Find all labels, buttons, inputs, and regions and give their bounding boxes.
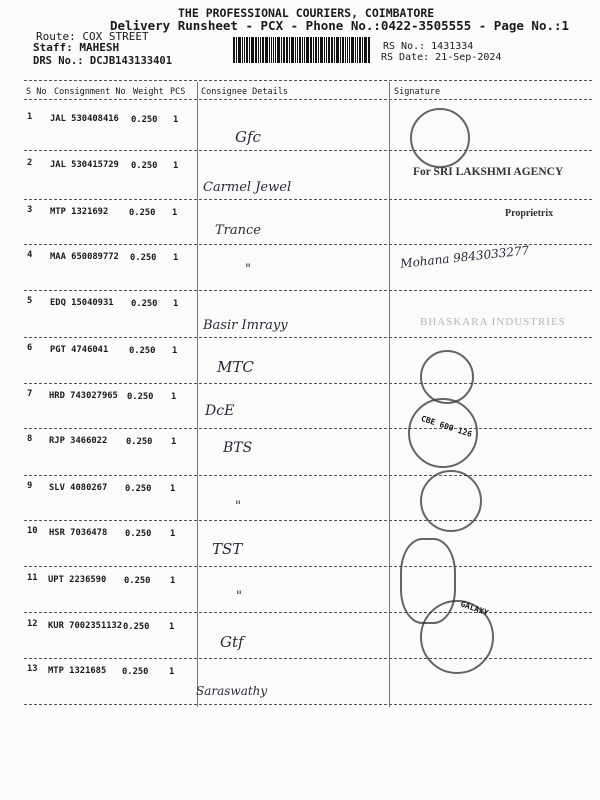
row-pcs: 1	[169, 667, 175, 677]
row-consignment-no: HRD 743027965	[49, 391, 118, 401]
row-consignee-handwriting: Gtf	[220, 633, 244, 651]
row-pcs: 1	[171, 437, 177, 447]
row-pcs: 1	[169, 622, 175, 632]
drs-number: DRS No.: DCJB143133401	[33, 55, 173, 67]
row-pcs: 1	[173, 161, 179, 171]
row-consignment-no: KUR 7002351132	[48, 621, 123, 631]
row-consignee-handwriting: Basir Imrayy	[203, 318, 288, 333]
row-separator	[24, 520, 592, 521]
row-sno: 10	[27, 526, 38, 536]
row-sno: 5	[27, 296, 33, 306]
cbe-stamp-text: CBE 600 126	[419, 414, 474, 439]
consignee-column-divider	[197, 82, 198, 707]
row4-handwritten-contact: Mohana 9843033277	[399, 243, 530, 271]
route-label: Route: COX STREET	[36, 30, 149, 43]
row-sno: 2	[27, 158, 33, 168]
row-weight: 0.250	[127, 392, 154, 402]
staff-label: Staff: MAHESH	[33, 41, 120, 54]
row-pcs: 1	[170, 484, 176, 494]
row-weight: 0.250	[124, 576, 151, 586]
row-consignee-handwriting: Saraswathy	[196, 684, 268, 698]
row-consignee-handwriting: TST	[212, 540, 243, 558]
row-separator	[24, 428, 592, 429]
row-consignment-no: MAA 650089772	[50, 252, 119, 262]
row-consignee-handwriting: DcE	[205, 403, 235, 419]
row-separator	[24, 612, 592, 613]
column-header-pcs: PCS	[170, 87, 186, 97]
column-header-sno: S No	[26, 87, 47, 97]
row-separator	[24, 704, 592, 705]
row9-seal-stamp	[420, 470, 482, 532]
row-consignment-no: MTP 1321692	[50, 207, 109, 217]
industries-stamp-text: BHASKARA INDUSTRIES	[420, 316, 566, 328]
row-separator	[24, 475, 592, 476]
runsheet-subtitle: Delivery Runsheet - PCX - Phone No.:0422-3505555 - Page No.:1	[110, 18, 570, 33]
header-bottom-rule	[24, 99, 592, 100]
barcode	[233, 37, 371, 63]
row-weight: 0.250	[125, 529, 152, 539]
column-header-signature: Signature	[394, 87, 441, 97]
row-consignee-handwriting: "	[236, 589, 242, 604]
company-title: THE PROFESSIONAL COURIERS, COIMBATORE	[178, 6, 435, 20]
column-header-weight: Weight	[133, 87, 164, 97]
row-consignee-handwriting: MTC	[217, 358, 254, 376]
row-consignee-handwriting: Carmel Jewel	[203, 180, 292, 195]
row-weight: 0.250	[122, 667, 149, 677]
row-consignment-no: MTP 1321685	[48, 666, 107, 676]
proprietrix-text: Proprietrix	[505, 208, 554, 219]
row-pcs: 1	[172, 346, 178, 356]
row-sno: 6	[27, 343, 33, 353]
row-pcs: 1	[173, 115, 179, 125]
row-consignment-no: JAL 530415729	[50, 160, 119, 170]
row-weight: 0.250	[131, 115, 158, 125]
row-pcs: 1	[172, 208, 178, 218]
row-sno: 4	[27, 250, 33, 260]
row-weight: 0.250	[125, 484, 152, 494]
row-pcs: 1	[170, 576, 176, 586]
row-weight: 0.250	[126, 437, 153, 447]
row-sno: 8	[27, 434, 33, 444]
row-consignee-handwriting: "	[245, 262, 251, 277]
row-weight: 0.250	[129, 346, 156, 356]
signature-column-divider	[389, 82, 390, 707]
row-consignment-no: PGT 4746041	[50, 345, 109, 355]
row-separator	[24, 290, 592, 291]
row-sno: 3	[27, 205, 33, 215]
row-consignment-no: HSR 7036478	[49, 528, 108, 538]
row-consignee-handwriting: Trance	[215, 223, 261, 238]
table-top-rule	[24, 80, 592, 81]
row-separator	[24, 337, 592, 338]
row-weight: 0.250	[131, 161, 158, 171]
row-sno: 1	[27, 112, 33, 122]
row-separator	[24, 150, 592, 151]
row-weight: 0.250	[130, 253, 157, 263]
row-weight: 0.250	[129, 208, 156, 218]
row-pcs: 1	[170, 529, 176, 539]
row-sno: 9	[27, 481, 33, 491]
rs-date: RS Date: 21-Sep-2024	[381, 52, 502, 63]
rs-number: RS No.: 1431334	[383, 41, 474, 52]
row-sno: 7	[27, 389, 33, 399]
agency-stamp-text: For SRI LAKSHMI AGENCY	[413, 166, 564, 178]
row-consignee-handwriting: Gfc	[235, 128, 261, 146]
row-weight: 0.250	[123, 622, 150, 632]
row-weight: 0.250	[131, 299, 158, 309]
row-pcs: 1	[173, 253, 179, 263]
row-consignee-handwriting: "	[235, 499, 241, 514]
row-pcs: 1	[173, 299, 179, 309]
row-sno: 11	[27, 573, 38, 583]
row-consignment-no: EDQ 15040931	[50, 298, 114, 308]
row-separator	[24, 566, 592, 567]
column-header-consignment: Consignment No	[54, 87, 126, 97]
company-seal-stamp	[410, 108, 470, 168]
row-sno: 12	[27, 619, 38, 629]
row-separator	[24, 199, 592, 200]
row6-seal-stamp	[420, 350, 474, 404]
row-consignment-no: JAL 530408416	[50, 114, 119, 124]
row-pcs: 1	[171, 392, 177, 402]
row-consignee-handwriting: BTS	[223, 440, 253, 456]
galaxy-stamp-text: GALAXY	[459, 599, 490, 618]
column-header-consignee: Consignee Details	[201, 87, 288, 97]
row-separator	[24, 383, 592, 384]
row-sno: 13	[27, 664, 38, 674]
row-consignment-no: UPT 2236590	[48, 575, 107, 585]
row-consignment-no: RJP 3466022	[49, 436, 108, 446]
row-consignment-no: SLV 4080267	[49, 483, 108, 493]
row-separator	[24, 658, 592, 659]
